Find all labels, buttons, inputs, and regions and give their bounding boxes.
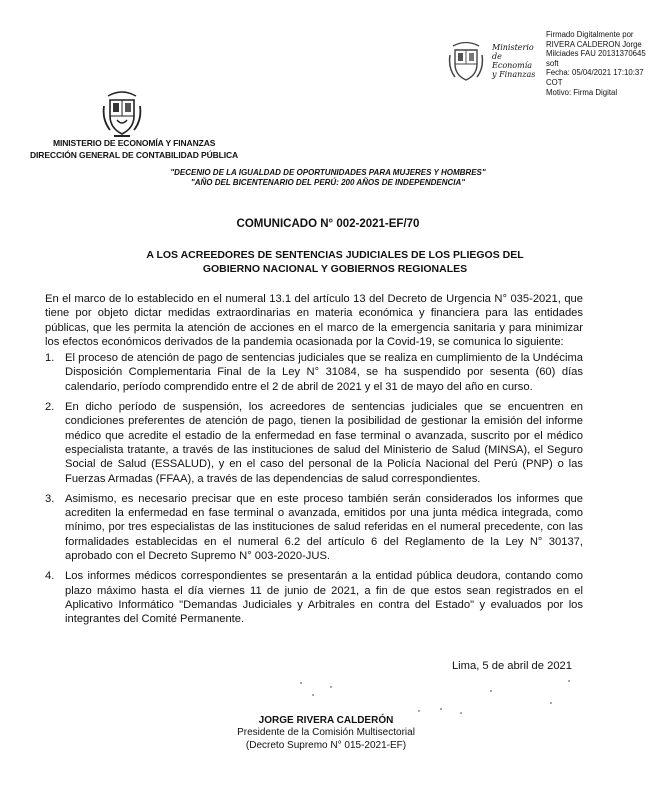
- signer-role: Presidente de la Comisión Multisectorial: [237, 727, 415, 739]
- decade-motto: "DECENIO DE LA IGUALDAD DE OPORTUNIDADES PARA MUJERES Y HOMBRES": [170, 168, 486, 177]
- stamp-speckle: [300, 680, 600, 720]
- document-title: COMUNICADO N° 002-2021-EF/70: [236, 218, 420, 230]
- list-item-number: 2.: [45, 401, 55, 414]
- list-item: [45, 492, 583, 563]
- list-item: [45, 400, 583, 486]
- ministry-name: MINISTERIO DE ECONOMÍA Y FINANZAS: [53, 138, 216, 148]
- signer-name: JORGE RIVERA CALDERÓN: [258, 715, 394, 726]
- list-item-text: Los informes médicos correspondientes se presentarán a la entidad pública deudora, contando como plazo máximo hasta el día viernes 11 de junio de 2021, a fin de que estos sean registrados en el Aplicativo Informático "Demandas Judiciales y Arbitrales en contra del Estado" y evaluados por los integrantes del Comité Permanente.: [65, 570, 583, 626]
- document-body: [45, 292, 583, 633]
- list-item-text: El proceso de atención de pago de sentencias judiciales que se realiza en cumplimiento de la Undécima Disposición Complementaria Final de la Ley N° 31084, se ha suspendido por sesenta (60) días calendario, período comprendido entre el 2 de abril de 2021 y el 31 de mayo del año en curso.: [65, 352, 583, 393]
- digital-signature-details: Firmado Digitalmente por RIVERA CALDERON Jorge Milciades FAU 20131370645 soft Fecha: 05/04/2021 17:10:37 COT Motivo: Firma Digital: [546, 30, 646, 97]
- list-item-text: En dicho período de suspensión, los acreedores de sentencias judiciales que se encuentren en condiciones preferentes de atención de pago, tienen la posibilidad de gestionar la emisión del informe médico que acredite el estadio de la enfermedad en fase terminal o avanzada, suscrito por el médico especialista tratante, a través de las instituciones de salud del Ministerio de Salud (MINSA), el Seguro Social de Salud (ESSALUD), y en el caso del personal de la Policía Nacional del Perú (PNP) o las Fuerzas Armadas (FFAA), a través de las dependencias de salud correspondientes.: [65, 401, 583, 485]
- list-item-text: Asimismo, es necesario precisar que en este proceso también serán considerados los informes que acrediten la enfermedad en fase terminal o avanzada, emitidos por una junta médica integrada, como mínimo, por tres especialistas de las instituciones de salud referidas en el numeral precedente, con las formalidades establecidas en el numeral 6.2 del artículo 6 del Reglamento de la Ley N° 30137, aprobado con el Decreto Supremo N° 003-2020-JUS.: [65, 492, 583, 563]
- intro-paragraph: En el marco de lo establecido en el numeral 13.1 del artículo 13 del Decreto de Urgencia N° 035-2021, que tiene por objeto dictar medidas extraordinarias en materia económica y financiera para las entidades públicas, que les permita la atención de acciones en el marco de la emergencia sanitaria y para minimizar los efectos económicos derivados de la pandemia ocasionada por la Covid-19, se comunica lo siguiente:: [45, 293, 583, 348]
- place-and-date: Lima, 5 de abril de 2021: [451, 660, 572, 672]
- numbered-list: [45, 351, 583, 626]
- signer-appointment: (Decreto Supremo N° 015-2021-EF): [245, 739, 407, 751]
- signature-coat-of-arms-icon: [448, 38, 484, 84]
- list-item-number: 3.: [45, 492, 55, 505]
- list-item: [45, 569, 583, 626]
- list-item-number: 4.: [45, 570, 55, 583]
- signature-entity: Ministerio de Economía y Finanzas: [492, 43, 536, 79]
- department-name: DIRECCIÓN GENERAL DE CONTABILIDAD PÚBLICA: [30, 150, 239, 160]
- list-item: [45, 351, 583, 394]
- list-item-number: 1.: [45, 352, 55, 365]
- signer-block: [226, 715, 426, 752]
- addressee: A LOS ACREEDORES DE SENTENCIAS JUDICIALES DE LOS PLIEGOS DEL GOBIERNO NACIONAL Y GOBIERNOS REGIONALES: [146, 249, 524, 275]
- peru-coat-of-arms-icon: [102, 86, 142, 138]
- year-motto: "AÑO DEL BICENTENARIO DEL PERÚ: 200 AÑOS DE INDEPENDENCIA": [190, 178, 466, 187]
